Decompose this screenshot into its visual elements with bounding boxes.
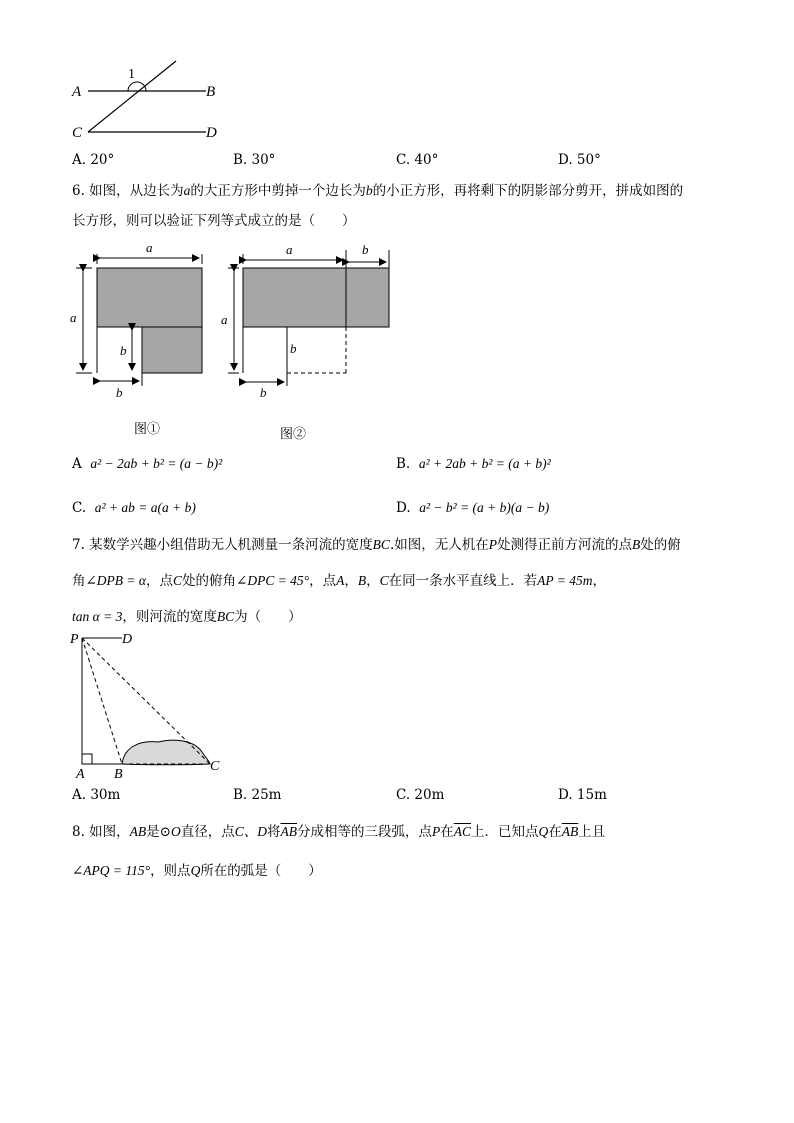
label-C: C — [210, 759, 220, 774]
q8-text-line2: ∠APQ = 115°，则点Q所在的弧是（ ） — [72, 863, 322, 879]
fig2-label-a-left: a — [221, 312, 228, 327]
q5-option-a[interactable]: A. 20° — [72, 152, 115, 168]
label-A: A — [76, 767, 85, 780]
q6-option-a[interactable]: A a² − 2ab + b² = (a − b)² — [72, 456, 223, 472]
q6-option-c[interactable]: C. a² + ab = a(a + b) — [72, 500, 196, 516]
q7-figure — [66, 628, 236, 780]
q5-option-d[interactable]: D. 50° — [558, 152, 601, 168]
fig2-label-a-top: a — [286, 242, 293, 257]
shaded-bottom-rect — [142, 327, 202, 373]
q6-text-line2: 长方形，则可以验证下列等式成立的是（ ） — [72, 213, 356, 229]
q7-option-b[interactable]: B. 25m — [233, 787, 282, 803]
arc-ab: $\overline{AB}$ — [280, 824, 297, 839]
q7-text-line3: tan α = 3，则河流的宽度BC为（ ） — [72, 609, 302, 625]
fig1-label-a-left: a — [70, 310, 77, 325]
fig1-label-a-top: a — [146, 240, 153, 255]
label-D: D — [206, 125, 217, 141]
shaded-left-rect — [243, 268, 346, 327]
q7-option-d[interactable]: D. 15m — [558, 787, 607, 803]
q7-text-line1: 7. 某数学兴趣小组借助无人机测量一条河流的宽度BC.如图，无人机在P处测得正前方河流的点B处的俯 — [72, 537, 681, 553]
shaded-right-rect — [346, 268, 389, 327]
arc-ab-2: $\overline{AB}$ — [561, 824, 579, 839]
fig1-label-b-inner: b — [120, 343, 127, 358]
q5-option-c[interactable]: C. 40° — [396, 152, 439, 168]
fig2-caption: 图② — [280, 427, 307, 442]
line-pb-dashed — [82, 638, 122, 764]
label-B: B — [114, 767, 123, 780]
arc-ac: $\overline{AC}$ — [453, 824, 472, 839]
label-C: C — [72, 125, 83, 141]
river-shape — [122, 740, 210, 765]
angle-1-arc — [128, 82, 146, 91]
q6-text-line1: 6. 如图，从边长为a的大正方形中剪掉一个边长为b的小正方形，再将剩下的阴影部分剪开，拼成如图的 — [72, 183, 684, 199]
q5-option-b[interactable]: B. 30° — [233, 152, 276, 168]
fig1-label-b-bottom: b — [116, 385, 123, 400]
q8-text-line1: 8. 如图，AB是⊙O直径，点C、D将$\overline{AB}$分成相等的三段弧，点P在$\overline{AC}$上．已知点Q在$\overline{AB}$上且 — [72, 824, 606, 840]
right-angle-mark — [82, 754, 92, 764]
angle-1-label: 1 — [128, 67, 135, 82]
q6-option-d[interactable]: D. a² − b² = (a + b)(a − b) — [396, 500, 550, 516]
q6-option-b[interactable]: B. a² + 2ab + b² = (a + b)² — [396, 456, 551, 472]
fig2-label-b-bottom: b — [260, 385, 267, 400]
fig1-caption: 图① — [134, 422, 161, 437]
label-D: D — [122, 632, 133, 647]
label-P: P — [70, 632, 79, 647]
fig2-label-b-inner: b — [290, 341, 297, 356]
shaded-top-rect — [97, 268, 202, 327]
label-B: B — [206, 84, 216, 100]
q7-option-a[interactable]: A. 30m — [72, 787, 121, 803]
q6-figure-1 — [66, 240, 211, 400]
label-A: A — [72, 84, 82, 100]
q7-text-line2: 角∠DPB = α，点C处的俯角∠DPC = 45°，点A，B，C在同一条水平直线上．若AP = 45m， — [72, 573, 606, 589]
q6-figure-2 — [216, 240, 396, 400]
fig2-label-b-top: b — [362, 242, 369, 257]
q7-option-c[interactable]: C. 20m — [396, 787, 445, 803]
q5-figure — [66, 58, 236, 150]
